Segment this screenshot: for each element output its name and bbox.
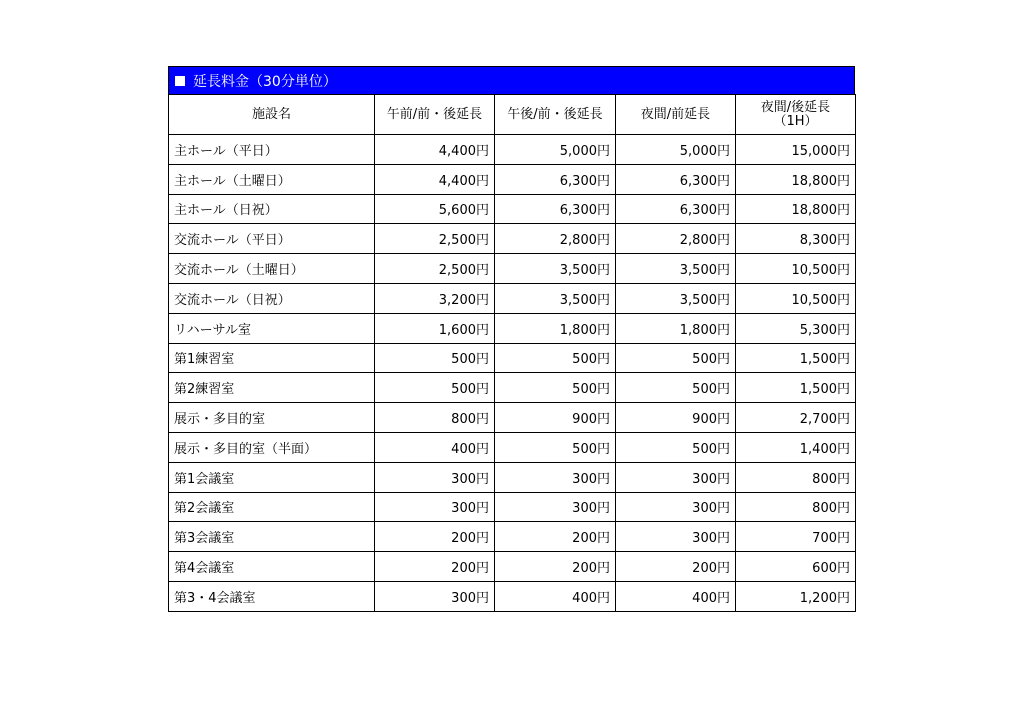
table-row xyxy=(169,552,856,582)
afternoon-fee-cell: 3,500円 xyxy=(495,254,616,284)
fee-sheet xyxy=(168,66,855,612)
facility-name-cell: 第1会議室 xyxy=(169,462,375,492)
table-row xyxy=(169,283,856,313)
header-night-after-line2: （1H） xyxy=(773,113,818,129)
afternoon-fee-cell: 500円 xyxy=(495,373,616,403)
title-bar xyxy=(168,66,855,94)
table-row xyxy=(169,164,856,194)
facility-name-cell: 第3会議室 xyxy=(169,522,375,552)
night-before-fee-cell: 400円 xyxy=(616,581,736,611)
afternoon-fee-cell: 6,300円 xyxy=(495,164,616,194)
afternoon-fee-cell: 6,300円 xyxy=(495,194,616,224)
night-after-fee-cell: 15,000円 xyxy=(736,135,856,165)
night-after-fee-cell: 600円 xyxy=(736,552,856,582)
night-before-fee-cell: 1,800円 xyxy=(616,313,736,343)
facility-name-cell: 主ホール（日祝） xyxy=(169,194,375,224)
night-before-fee-cell: 900円 xyxy=(616,403,736,433)
night-after-fee-cell: 700円 xyxy=(736,522,856,552)
facility-name-cell: 第4会議室 xyxy=(169,552,375,582)
square-icon xyxy=(175,76,185,86)
facility-name-cell: 第1練習室 xyxy=(169,343,375,373)
afternoon-fee-cell: 500円 xyxy=(495,432,616,462)
header-afternoon: 午後/前・後延長 xyxy=(495,95,616,135)
night-after-fee-cell: 18,800円 xyxy=(736,164,856,194)
afternoon-fee-cell: 5,000円 xyxy=(495,135,616,165)
afternoon-fee-cell: 200円 xyxy=(495,552,616,582)
night-after-fee-cell: 1,400円 xyxy=(736,432,856,462)
morning-fee-cell: 1,600円 xyxy=(375,313,495,343)
night-before-fee-cell: 3,500円 xyxy=(616,254,736,284)
afternoon-fee-cell: 300円 xyxy=(495,492,616,522)
table-row xyxy=(169,343,856,373)
night-after-fee-cell: 800円 xyxy=(736,492,856,522)
facility-name-cell: 第3・4会議室 xyxy=(169,581,375,611)
morning-fee-cell: 500円 xyxy=(375,343,495,373)
facility-name-cell: 第2会議室 xyxy=(169,492,375,522)
table-row xyxy=(169,373,856,403)
table-row xyxy=(169,254,856,284)
extension-fee-table xyxy=(168,94,856,612)
night-before-fee-cell: 2,800円 xyxy=(616,224,736,254)
night-before-fee-cell: 300円 xyxy=(616,522,736,552)
night-after-fee-cell: 10,500円 xyxy=(736,283,856,313)
morning-fee-cell: 400円 xyxy=(375,432,495,462)
night-after-fee-cell: 10,500円 xyxy=(736,254,856,284)
night-after-fee-cell: 1,500円 xyxy=(736,343,856,373)
facility-name-cell: 主ホール（平日） xyxy=(169,135,375,165)
night-after-fee-cell: 800円 xyxy=(736,462,856,492)
afternoon-fee-cell: 3,500円 xyxy=(495,283,616,313)
table-row xyxy=(169,135,856,165)
morning-fee-cell: 300円 xyxy=(375,462,495,492)
table-row xyxy=(169,194,856,224)
facility-name-cell: 主ホール（土曜日） xyxy=(169,164,375,194)
morning-fee-cell: 200円 xyxy=(375,522,495,552)
table-row xyxy=(169,522,856,552)
morning-fee-cell: 800円 xyxy=(375,403,495,433)
morning-fee-cell: 300円 xyxy=(375,581,495,611)
facility-name-cell: 交流ホール（土曜日） xyxy=(169,254,375,284)
table-title: 延長料金（30分単位） xyxy=(193,73,337,90)
morning-fee-cell: 500円 xyxy=(375,373,495,403)
table-row xyxy=(169,403,856,433)
table-row xyxy=(169,432,856,462)
header-night-before: 夜間/前延長 xyxy=(616,95,736,135)
morning-fee-cell: 2,500円 xyxy=(375,224,495,254)
night-before-fee-cell: 6,300円 xyxy=(616,164,736,194)
facility-name-cell: 展示・多目的室 xyxy=(169,403,375,433)
night-before-fee-cell: 300円 xyxy=(616,492,736,522)
night-before-fee-cell: 500円 xyxy=(616,343,736,373)
night-after-fee-cell: 8,300円 xyxy=(736,224,856,254)
afternoon-fee-cell: 400円 xyxy=(495,581,616,611)
morning-fee-cell: 200円 xyxy=(375,552,495,582)
afternoon-fee-cell: 500円 xyxy=(495,343,616,373)
header-morning: 午前/前・後延長 xyxy=(375,95,495,135)
afternoon-fee-cell: 300円 xyxy=(495,462,616,492)
night-after-fee-cell: 1,200円 xyxy=(736,581,856,611)
table-row xyxy=(169,313,856,343)
header-row xyxy=(169,95,856,135)
morning-fee-cell: 2,500円 xyxy=(375,254,495,284)
table-row xyxy=(169,492,856,522)
morning-fee-cell: 4,400円 xyxy=(375,135,495,165)
night-before-fee-cell: 200円 xyxy=(616,552,736,582)
facility-name-cell: リハーサル室 xyxy=(169,313,375,343)
night-after-fee-cell: 1,500円 xyxy=(736,373,856,403)
afternoon-fee-cell: 1,800円 xyxy=(495,313,616,343)
header-facility-name: 施設名 xyxy=(169,95,375,135)
night-before-fee-cell: 500円 xyxy=(616,432,736,462)
afternoon-fee-cell: 200円 xyxy=(495,522,616,552)
morning-fee-cell: 4,400円 xyxy=(375,164,495,194)
table-row xyxy=(169,224,856,254)
night-after-fee-cell: 18,800円 xyxy=(736,194,856,224)
night-after-fee-cell: 5,300円 xyxy=(736,313,856,343)
table-row xyxy=(169,462,856,492)
night-before-fee-cell: 3,500円 xyxy=(616,283,736,313)
header-night-after xyxy=(736,95,856,135)
afternoon-fee-cell: 2,800円 xyxy=(495,224,616,254)
facility-name-cell: 交流ホール（平日） xyxy=(169,224,375,254)
night-before-fee-cell: 5,000円 xyxy=(616,135,736,165)
facility-name-cell: 交流ホール（日祝） xyxy=(169,283,375,313)
night-before-fee-cell: 300円 xyxy=(616,462,736,492)
afternoon-fee-cell: 900円 xyxy=(495,403,616,433)
morning-fee-cell: 300円 xyxy=(375,492,495,522)
morning-fee-cell: 5,600円 xyxy=(375,194,495,224)
table-row xyxy=(169,581,856,611)
facility-name-cell: 第2練習室 xyxy=(169,373,375,403)
header-night-after-line1: 夜間/後延長 xyxy=(760,99,831,115)
night-before-fee-cell: 6,300円 xyxy=(616,194,736,224)
night-after-fee-cell: 2,700円 xyxy=(736,403,856,433)
facility-name-cell: 展示・多目的室（半面） xyxy=(169,432,375,462)
morning-fee-cell: 3,200円 xyxy=(375,283,495,313)
night-before-fee-cell: 500円 xyxy=(616,373,736,403)
